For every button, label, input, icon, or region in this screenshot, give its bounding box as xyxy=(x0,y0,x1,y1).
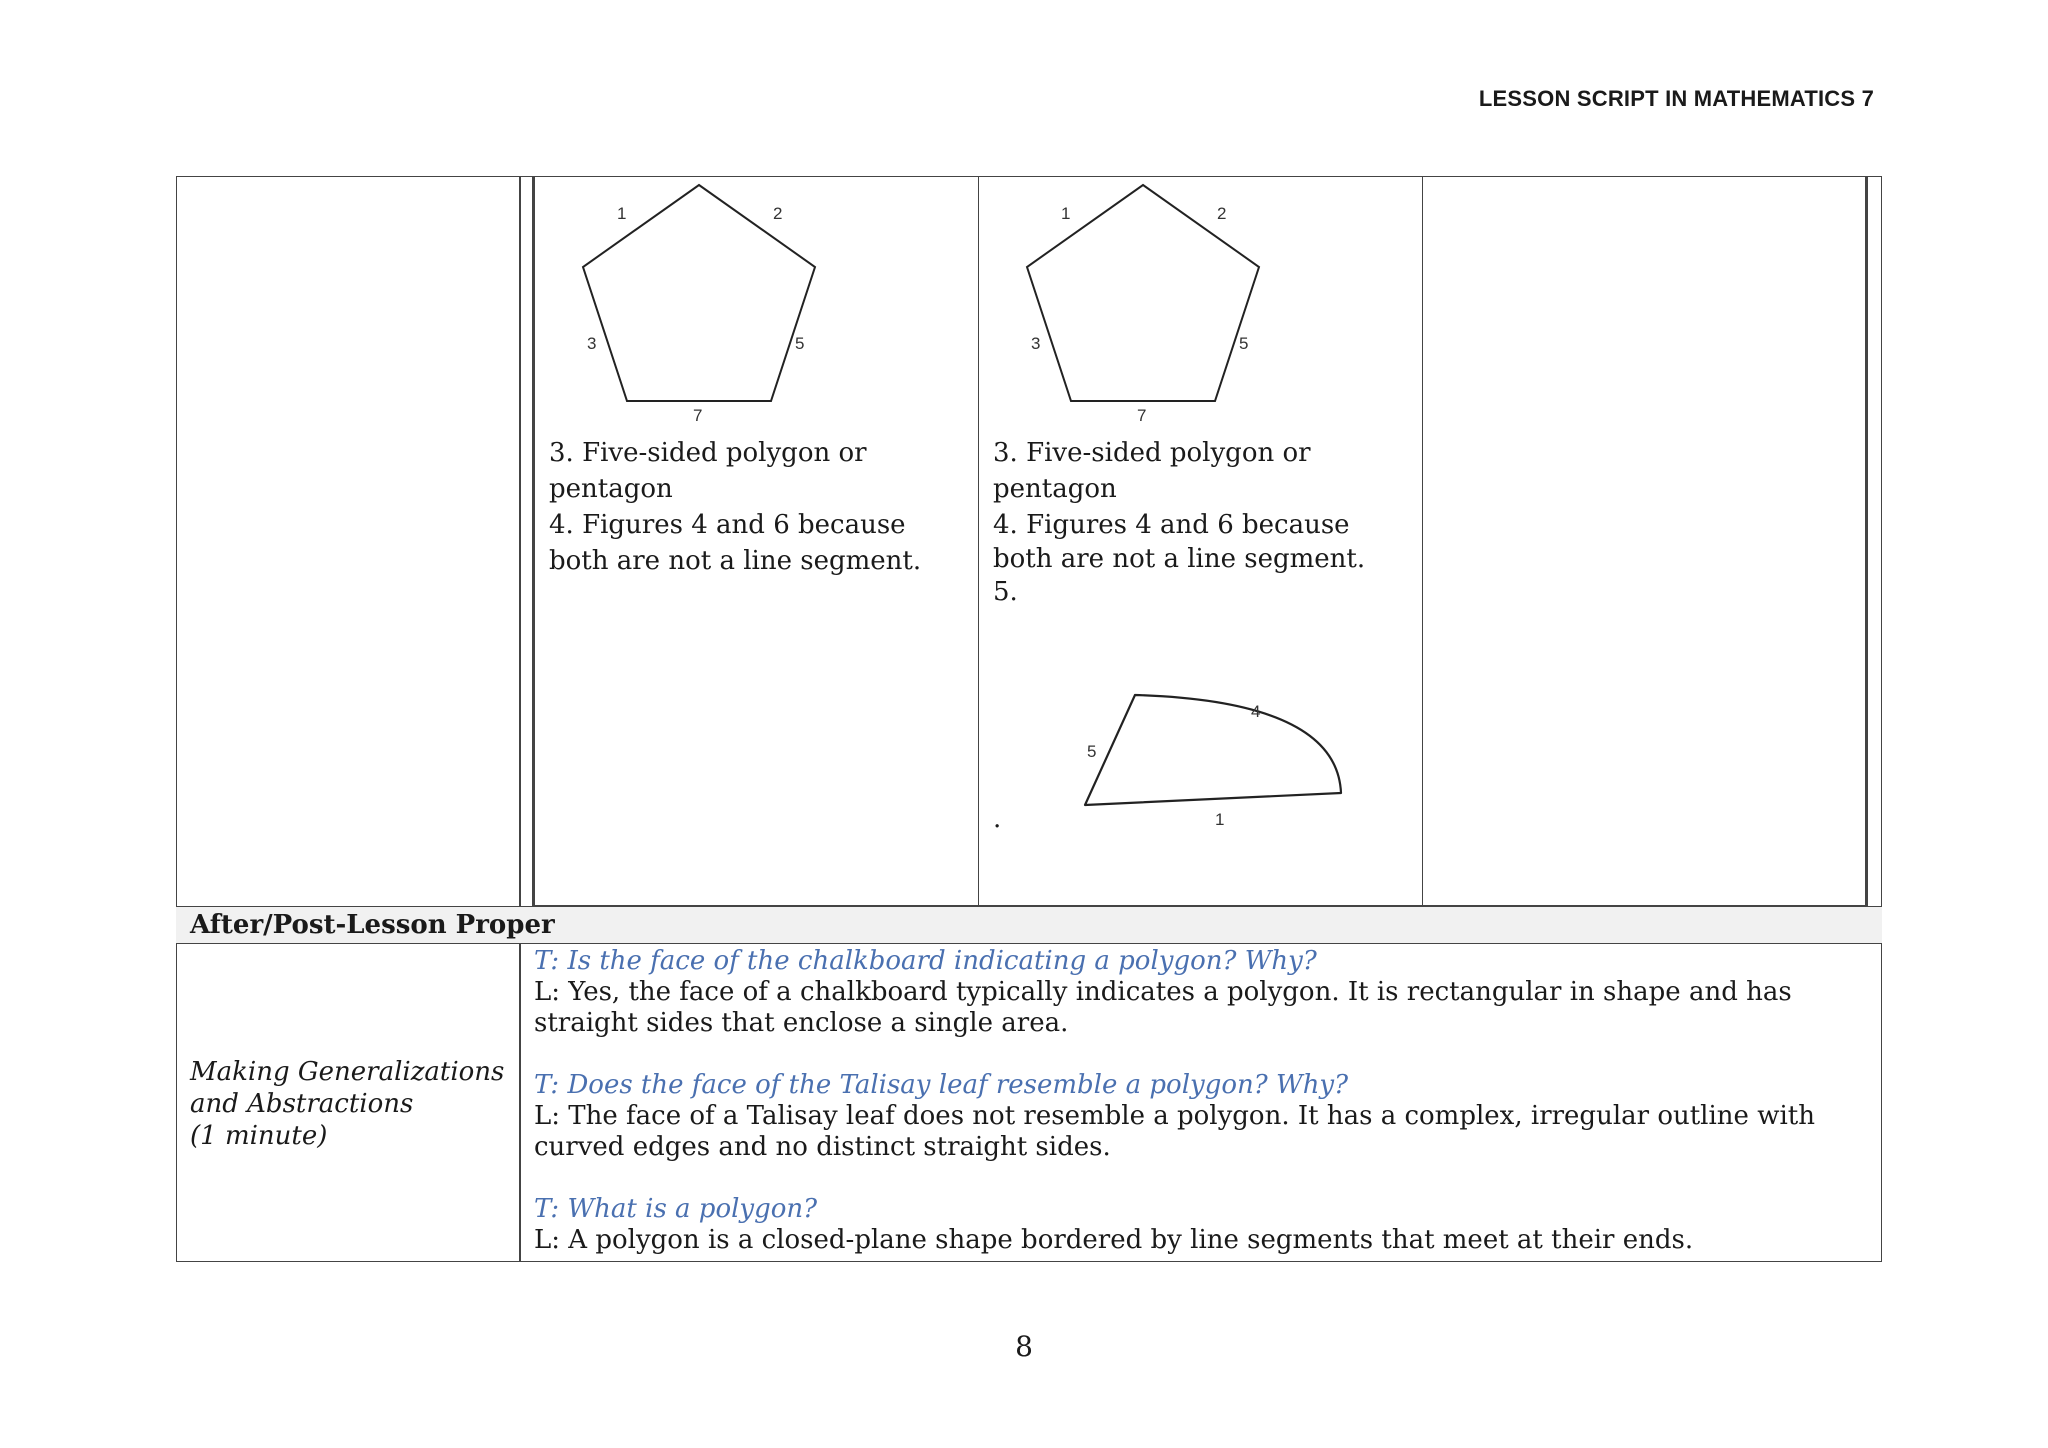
teacher-question: T: Is the face of the chalkboard indicating a polygon? Why? xyxy=(534,946,1317,976)
learner-answer: L: A polygon is a closed-plane shape bordered by line segments that meet at their ends. xyxy=(534,1225,1694,1255)
pentagon-side-label: 2 xyxy=(773,204,783,223)
answer-cell-1 xyxy=(535,177,979,905)
pentagon-side-label: 7 xyxy=(1137,406,1147,425)
learner-answer: L: The face of a Talisay leaf does not resemble a polygon. It has a complex, irregular outline with xyxy=(534,1101,1815,1131)
sector-side-label: 1 xyxy=(1215,810,1225,829)
sector-side-label: 5 xyxy=(1087,742,1097,761)
learner-answer: L: Yes, the face of a chalkboard typically indicates a polygon. It is rectangular in shape and has xyxy=(534,977,1792,1007)
pentagon-side-label: 5 xyxy=(795,334,805,353)
page-number: 8 xyxy=(1015,1330,1033,1363)
pentagon-side-label: 1 xyxy=(1061,204,1071,223)
answer-cell-2 xyxy=(979,177,1423,905)
pentagon-side-label: 7 xyxy=(693,406,703,425)
answer-text: 3. Five-sided polygon or pentagon 4. Figures 4 and 6 because both are not a line segment. xyxy=(549,438,922,576)
column-divider xyxy=(519,176,521,1262)
generalization-dialogue xyxy=(534,946,1854,1256)
section-header xyxy=(176,906,1882,944)
section-title: After/Post-Lesson Proper xyxy=(190,910,555,940)
pentagon-side-label: 3 xyxy=(587,334,597,353)
trailing-dot: . xyxy=(993,804,1002,834)
answer-table xyxy=(534,176,1866,906)
answer-cell-3 xyxy=(1423,177,1865,905)
answer-text: 3. Five-sided polygon or pentagon 4. Figures 4 and 6 because both are not a line segment. 5. xyxy=(993,438,1366,607)
pentagon-side-label: 3 xyxy=(1031,334,1041,353)
learner-answer: straight sides that enclose a single area. xyxy=(534,1008,1069,1038)
teacher-question: T: Does the face of the Talisay leaf resemble a polygon? Why? xyxy=(534,1070,1349,1100)
pentagon-side-label: 1 xyxy=(617,204,627,223)
activity-label: Making Generalizations and Abstractions (1 minute) xyxy=(190,1057,505,1151)
sector-side-label: 4 xyxy=(1251,702,1261,721)
right-divider xyxy=(1866,176,1868,906)
pentagon-side-label: 2 xyxy=(1217,204,1227,223)
pentagon-figure xyxy=(993,177,1293,437)
pentagon-side-label: 5 xyxy=(1239,334,1249,353)
learner-answer: curved edges and no distinct straight sides. xyxy=(534,1132,1111,1162)
pentagon-figure xyxy=(549,177,849,437)
page-header: LESSON SCRIPT IN MATHEMATICS 7 xyxy=(1478,86,1874,111)
sector-figure xyxy=(1029,617,1359,829)
teacher-question: T: What is a polygon? xyxy=(534,1194,818,1224)
